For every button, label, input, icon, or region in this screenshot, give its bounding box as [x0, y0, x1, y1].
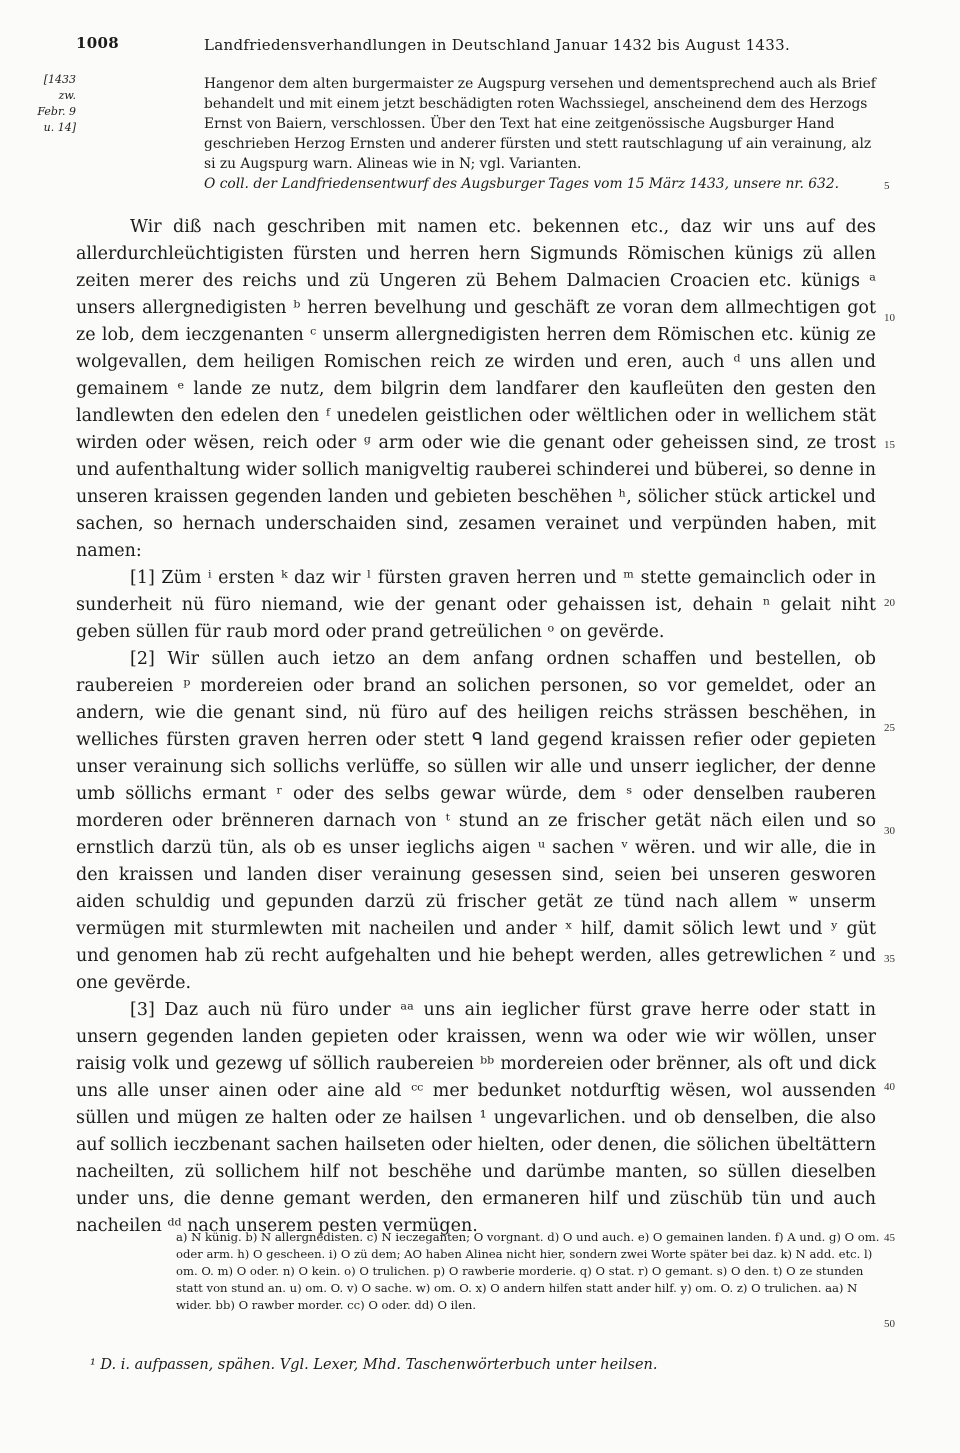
line-number: 10	[884, 312, 895, 324]
source-note: Hangenor dem alten burgermaister ze Augspurg versehen und dementsprechend auch als Brief behandelt und mit einem jetzt beschädigten roten Wachssiegel, anscheinend dem des Herzogs Ernst von Baiern, verschlossen. Über den Text hat eine zeitgenössische Augsburger Hand geschrieben Herzog Ernsten und anderer fürsten und stett rautschlagung uf ain verainung, alz si zu Augspurg warn. Alineas wie in N; vgl. Varianten.	[204, 76, 876, 172]
main-text	[76, 214, 876, 1240]
source-description	[204, 74, 884, 194]
margin-line: u. 14]	[43, 121, 76, 134]
running-title: Landfriedensverhandlungen in Deutschland Januar 1432 bis August 1433.	[204, 36, 791, 54]
explanatory-footnote	[90, 1355, 890, 1375]
margin-line: [1433	[43, 73, 76, 86]
preamble-paragraph: Wir diß nach geschriben mit namen etc. bekennen etc., daz wir uns auf des allerdurchleüchtigisten fürsten und herren hern Sigmunds Römischen künigs zü allen zeiten merer des reichs und zü Ungeren zü Behem Dalmacien Croacien etc. künigs ᵃ unsers allergnedigisten ᵇ herren bevelhung und geschäft ze voran dem allmechtigen got ze lob, dem ieczgenanten ᶜ unserm allergnedigisten herren dem Römischen etc. künig ze wolgevallen, dem heiligen Romischen reich ze wirden und eren, auch ᵈ uns allen und gemainem ᵉ lande ze nutz, dem bilgrin dem landfarer den kaufleüten den gesten den landlewten den edelen den ᶠ unedelen geistlichen oder wёltlichen oder in wellichem stät wirden oder wёsen, reich oder ᵍ arm oder wie die genant oder geheissen sind, ze trost und aufenthaltung wider sollich manigveltig rauberei schinderei und büberei, so denne in unseren kraissen gegenden landen und gebieten beschёhen ʰ, sölicher stück artickel und sachen, so hernach underschaiden sind, zesamen verainet und verpünden haben, mit namen:	[76, 217, 876, 561]
article-3: [3] Daz auch nü füro under ᵃᵃ uns ain ieglicher fürst grave herre oder statt in unsern gegenden landen gepieten oder kraissen, wenn wa oder wie wir wöllen, unser raisig volk und gezewg uf söllich raubereien ᵇᵇ mordereien oder brёnner, als oft und dick uns alle unser ainen oder aine ald ᶜᶜ mer bedunket notdurftig wёsen, wol aussenden süllen und mügen ze halten oder ze hailsen ¹ ungevarlichen. und ob denselben, die also auf sollich ieczbenant sachen hailseten oder hielten, oder denen, die sölichen übeltättern nacheilten, zü sollichem hilf not beschёhe und darümbe manten, so süllen dieselben under uns, die denne gemant werden, den ermaneren hilf und züschüb tün und auch nacheilen ᵈᵈ nach unserem pesten vermügen.	[76, 1000, 876, 1236]
margin-line: Febr. 9	[37, 105, 76, 118]
line-number: 40	[884, 1081, 895, 1093]
line-number: 30	[884, 825, 895, 837]
line-number: 45	[884, 1232, 895, 1244]
line-number: 35	[884, 953, 895, 965]
variant-footnotes	[176, 1229, 880, 1314]
page-number: 1008	[76, 34, 119, 52]
article-1: [1] Züm ⁱ ersten ᵏ daz wir ˡ fürsten graven herren und ᵐ stette gemainclich oder in sunderheit nü füro niemand, wie der genant oder gehaissen ist, dehain ⁿ gelait niht geben süllen für raub mord oder prand getreülichen ᵒ on gevёrde.	[76, 568, 876, 642]
line-number: 20	[884, 597, 895, 609]
margin-line: zw.	[58, 89, 76, 102]
line-number: 15	[884, 439, 895, 451]
line-number: 50	[884, 1318, 895, 1330]
margin-date-note	[26, 72, 76, 136]
line-number: 25	[884, 722, 895, 734]
article-2: [2] Wir süllen auch ietzo an dem anfang ordnen schaffen und bestellen, ob raubereien ᵖ mordereien oder brand an solichen personen, so vor gemeldet, oder an andern, wie die genant sind, nü füro auf des heiligen reichs strässen beschёhen, in welliches fürsten graven herren oder stett ᑫ land gegend kraissen refier oder gepieten unser verainung sich sollichs verlüffe, so süllen wir alle und unserr ieglicher, der denne umb söllichs ermant ʳ oder des selbs gewar würde, dem ˢ oder denselben rauberen morderen oder brёnneren darnach von ᵗ stund an ze frischer getät näch eilen und so ernstlich darzü tün, als ob es unser ieglichs aigen ᵘ sachen ᵛ wёren. und wir alle, die in den kraissen und landen diser verainung gesessen sind, seien bei unseren gesworen aiden schuldig und gepunden darzü zü frischer getät ze tünd nach allem ʷ unserm vermügen mit sturmlewten mit nacheilen und ander ˣ hilf, damit sölich lewt und ʸ güt und genomen hab zü recht aufgehalten und hie behept werden, alles getrewlichen ᶻ und one gevёrde.	[76, 649, 876, 993]
collation-note: O coll. der Landfriedensentwurf des Augsburger Tages vom 15 März 1433, unsere nr. 632.	[204, 176, 839, 192]
line-number: 5	[884, 180, 890, 192]
footnote-text: a) N künig. b) N allergnedisten. c) N ieczeganten; O vorgnant. d) O und auch. e) O gemainen landen. f) A und. g) O om. oder arm. h) O gescheen. i) O zü dem; AO haben Alinea nicht hier, sondern zwei Worte später bei daz. k) N add. etc. l) om. O. m) O oder. n) O kein. o) O trulichen. p) O rawberie morderie. q) O stat. r) O gemant. s) O den. t) O ze stunden statt von stund an. u) om. O. v) O sache. w) om. O. x) O andern hilfen statt ander hilf. y) om. O. z) O trulichen. aa) N wider. bb) O rawber morder. cc) O oder. dd) O ilen.	[176, 1230, 880, 1312]
footnote-1: ¹ D. i. aufpassen, spähen. Vgl. Lexer, Mhd. Taschenwörterbuch unter heilsen.	[90, 1357, 658, 1373]
